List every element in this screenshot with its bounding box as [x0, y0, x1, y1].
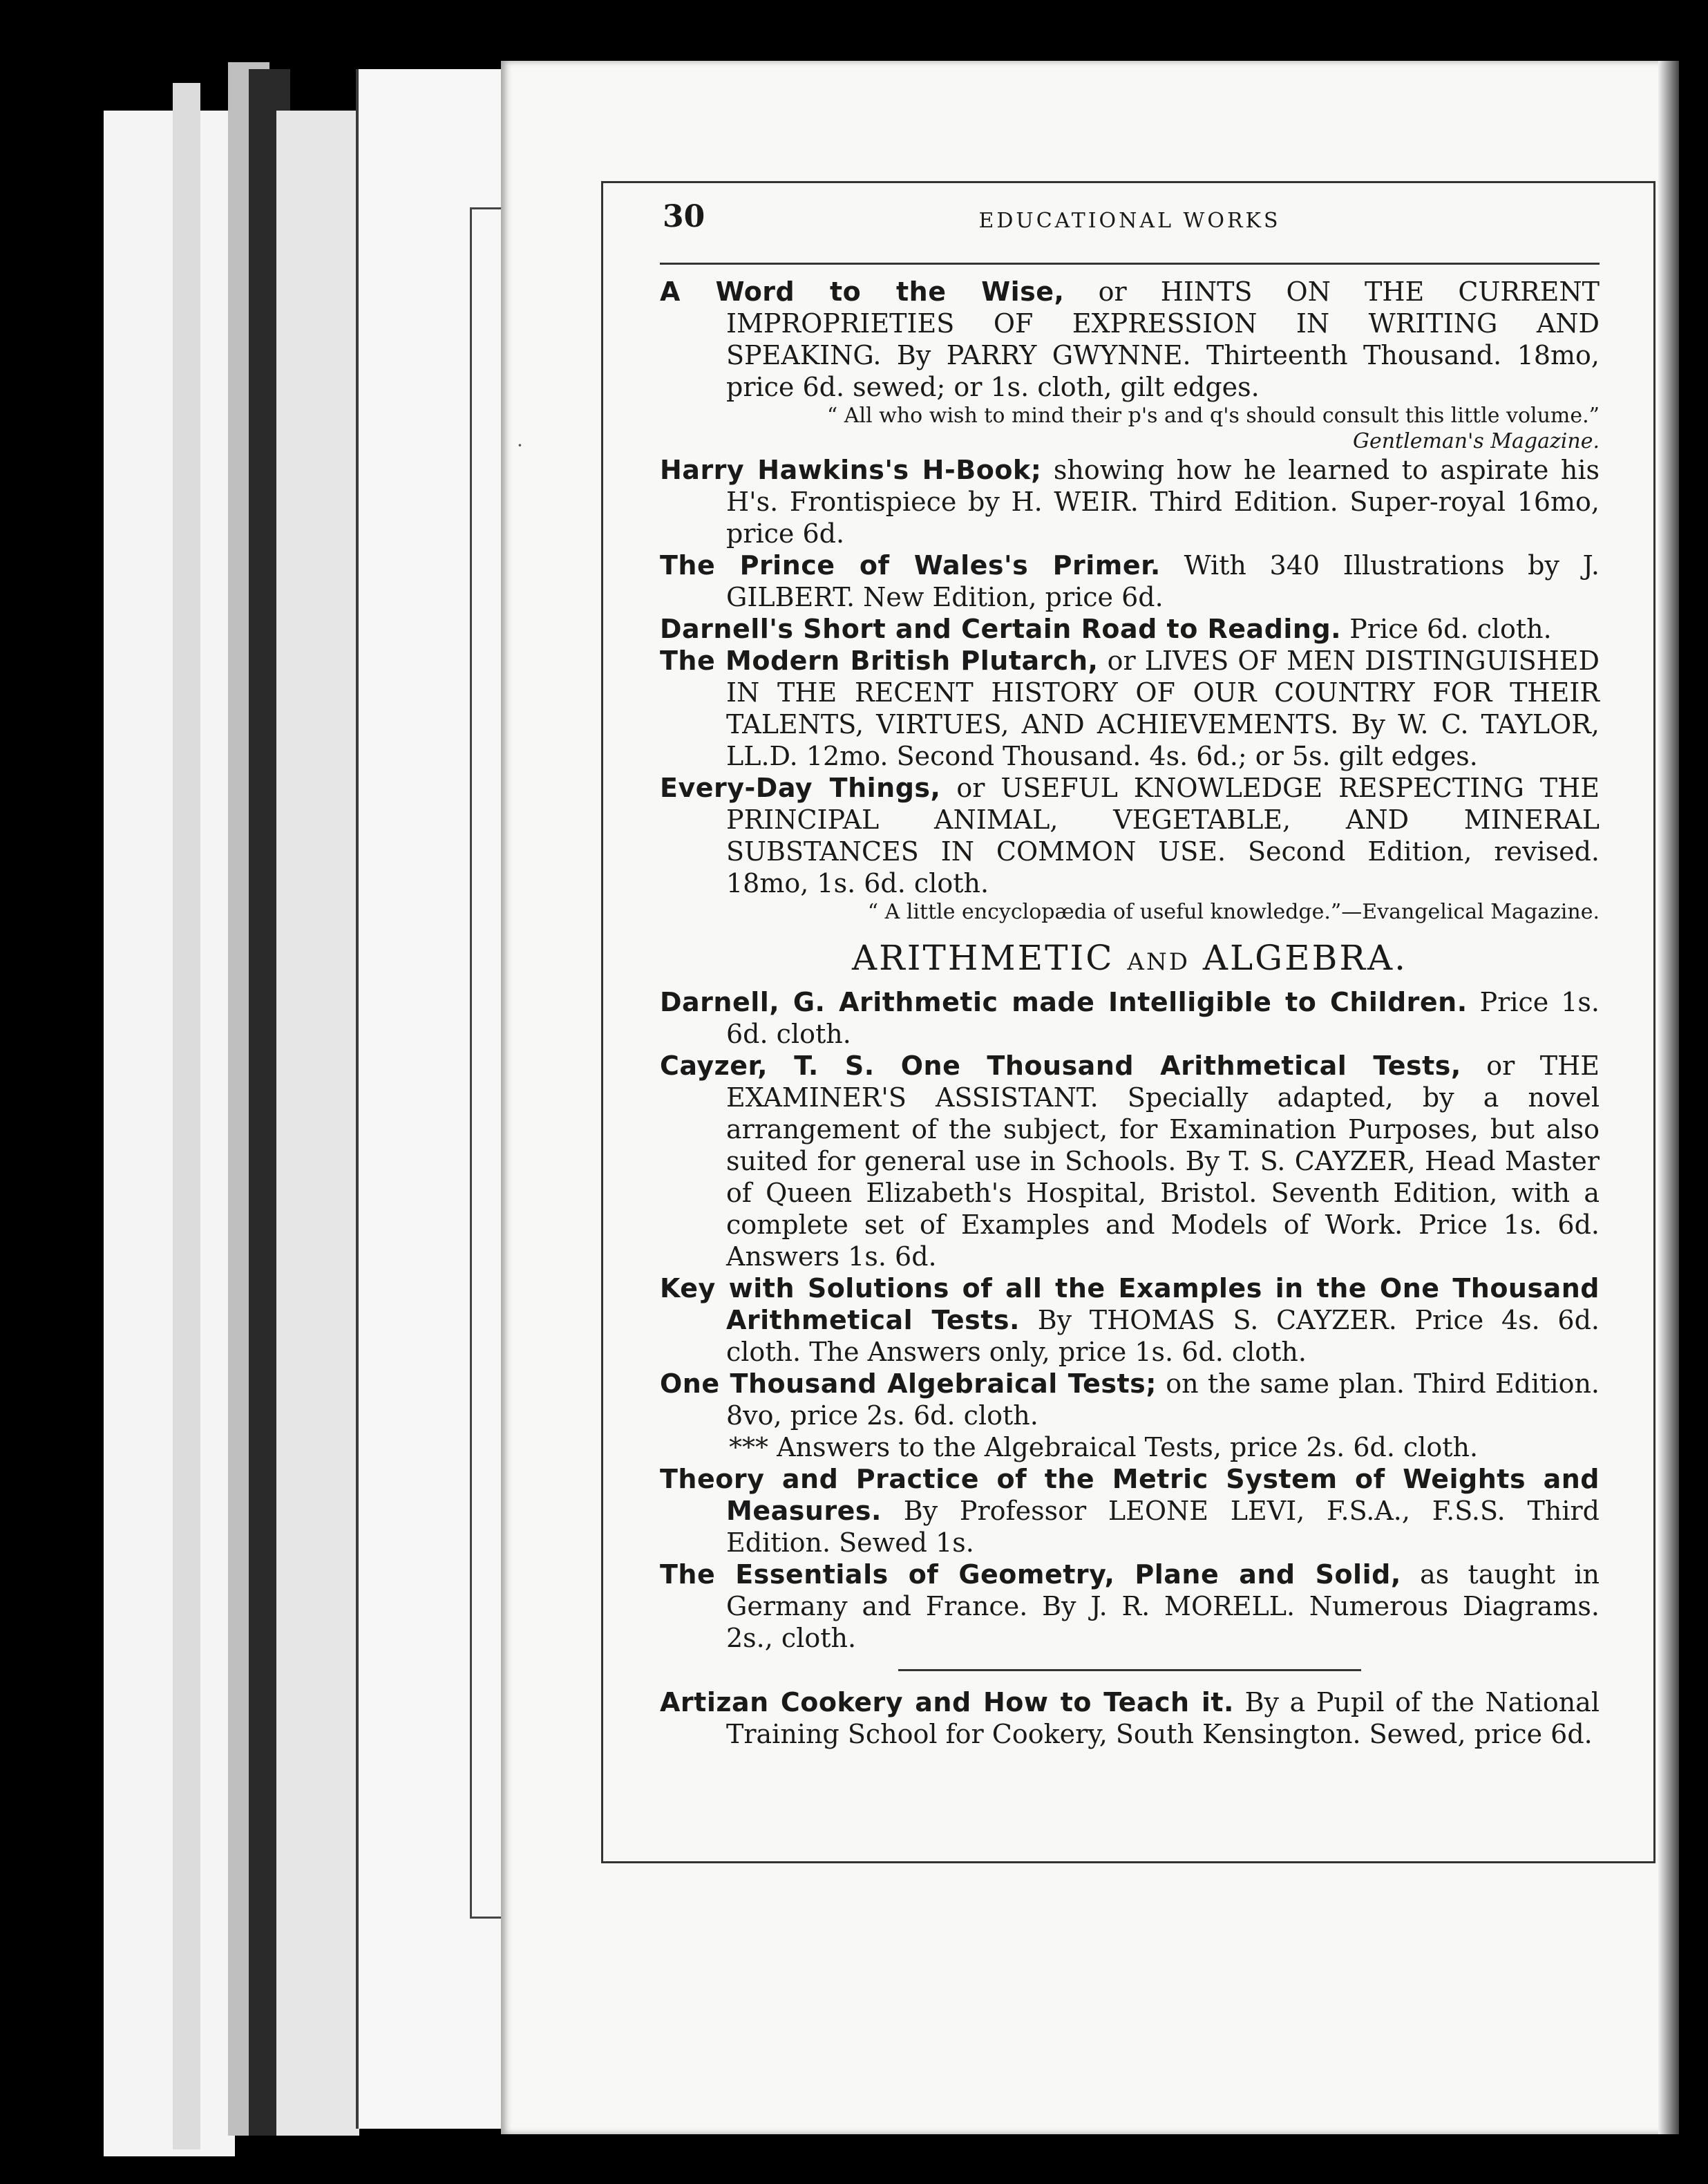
catalogue-entry: [660, 613, 1600, 645]
entry-text: or THE EXAMINER'S ASSISTANT. Specially adapted, by a novel arrangement of the subject, for Examination Purposes, but also suited for general use in Schools. By T. S. CAYZER, Head Master of Queen Elizabeth's Hospital, Bristol. Seventh Edition, with a complete set of Examples and Models of Work. Price 1s. 6d. Answers 1s. 6d.: [726, 1051, 1600, 1272]
review-quote: “ A little encyclopædia of useful knowledge.”—Evangelical Magazine.: [867, 900, 1600, 924]
page-edge-strip: [173, 83, 200, 2149]
entry-title: Artizan Cookery and How to Teach it.: [660, 1687, 1234, 1717]
scan-speck: ·: [517, 434, 523, 457]
entry-text: as taught in Germany and France. By J. R. MORELL. Numerous Diagrams. 2s., cloth.: [726, 1559, 1600, 1653]
entry-text: Price 1s. 6d. cloth.: [726, 987, 1600, 1049]
entry-text: With 340 Illustrations by J. GILBERT. New Edition, price 6d.: [726, 550, 1600, 612]
entry-title: The Prince of Wales's Primer.: [660, 550, 1161, 581]
entry-title: Key with Solutions of all the Examples in the One Thousand Arithmetical Tests.: [660, 1273, 1600, 1335]
text-column: [660, 199, 1600, 1750]
review-quote: “ All who wish to mind their p's and q's should consult this little volume.”: [826, 404, 1600, 428]
entry-title: Darnell's Short and Certain Road to Reading.: [660, 614, 1342, 644]
section-divider: [898, 1669, 1361, 1671]
entry-text: or USEFUL KNOWLEDGE RESPECTING THE PRINCIPAL ANIMAL, VEGETABLE, AND MINERAL SUBSTANCES IN COMMON USE. Second Edition, revised. 18mo, 1s. 6d. cloth.: [726, 773, 1600, 898]
entry-title: A Word to the Wise,: [660, 276, 1065, 307]
catalogue-entry: [660, 1050, 1600, 1272]
catalogue-entry: [660, 1686, 1600, 1750]
answers-note: *** Answers to the Algebraical Tests, price 2s. 6d. cloth.: [729, 1432, 1479, 1462]
entry-title: Theory and Practice of the Metric System of Weights and Measures.: [660, 1464, 1600, 1526]
catalogue-entry: [660, 986, 1600, 1050]
underlying-leaf: [276, 111, 359, 2136]
entry-text: showing how he learned to aspirate his H's. Frontispiece by H. WEIR. Third Edition. Super-royal 16mo, price 6d.: [726, 455, 1600, 549]
catalogue-entry: [660, 1272, 1600, 1368]
catalogue-entry: [660, 772, 1600, 899]
section-heading-right: ALGEBRA.: [1202, 938, 1408, 978]
entry-title: One Thousand Algebraical Tests;: [660, 1368, 1157, 1399]
catalogue-entry: [660, 1559, 1600, 1654]
page-number: 30: [663, 199, 705, 234]
entry-text: or HINTS ON THE CURRENT IMPROPRIETIES OF EXPRESSION IN WRITING AND SPEAKING. By PARRY GWYNNE. Thirteenth Thousand. 18mo, price 6d. sewed; or 1s. cloth, gilt edges.: [726, 276, 1600, 402]
catalogue-entry: [660, 645, 1600, 772]
catalogue-entry: [660, 1368, 1600, 1431]
entry-title: The Modern British Plutarch,: [660, 646, 1099, 676]
book-left-edge: [104, 111, 235, 2156]
entry-title: Cayzer, T. S. One Thousand Arithmetical Tests,: [660, 1051, 1461, 1081]
catalogue-entry: [660, 1463, 1600, 1559]
entry-text: By Professor LEONE LEVI, F.S.A., F.S.S. Third Edition. Sewed 1s.: [726, 1496, 1600, 1558]
review-source: Gentleman's Magazine.: [1353, 429, 1600, 453]
running-head: [660, 199, 1600, 249]
section-heading-left: ARITHMETIC: [851, 938, 1114, 978]
entry-title: Every-Day Things,: [660, 773, 941, 803]
catalogue-entry: [660, 549, 1600, 613]
header-rule: [660, 263, 1600, 265]
section-heading: [660, 938, 1600, 978]
entry-text: on the same plan. Third Edition. 8vo, price 2s. 6d. cloth.: [726, 1368, 1600, 1431]
section-heading-and: AND: [1127, 948, 1190, 976]
running-title: EDUCATIONAL WORKS: [978, 209, 1281, 233]
catalogue-entry: [660, 454, 1600, 549]
entry-text: By THOMAS S. CAYZER. Price 4s. 6d. cloth. The Answers only, price 1s. 6d. cloth.: [726, 1305, 1600, 1367]
entry-title: The Essentials of Geometry, Plane and Solid,: [660, 1559, 1401, 1590]
catalogue-entry: [660, 276, 1600, 403]
entry-text: By a Pupil of the National Training School for Cookery, South Kensington. Sewed, price 6d.: [726, 1687, 1600, 1749]
entry-text: or LIVES OF MEN DISTINGUISHED IN THE RECENT HISTORY OF OUR COUNTRY FOR THEIR TALENTS, VIRTUES, AND ACHIEVEMENTS. By W. C. TAYLOR, LL.D. 12mo. Second Thousand. 4s. 6d.; or 5s. gilt edges.: [726, 646, 1600, 771]
entry-title: Harry Hawkins's H-Book;: [660, 455, 1042, 485]
facing-page-rule: [470, 207, 503, 1919]
page-gutter-shadow: [1658, 61, 1679, 2134]
entry-title: Darnell, G. Arithmetic made Intelligible to Children.: [660, 987, 1468, 1017]
entry-text: Price 6d. cloth.: [1341, 614, 1552, 644]
